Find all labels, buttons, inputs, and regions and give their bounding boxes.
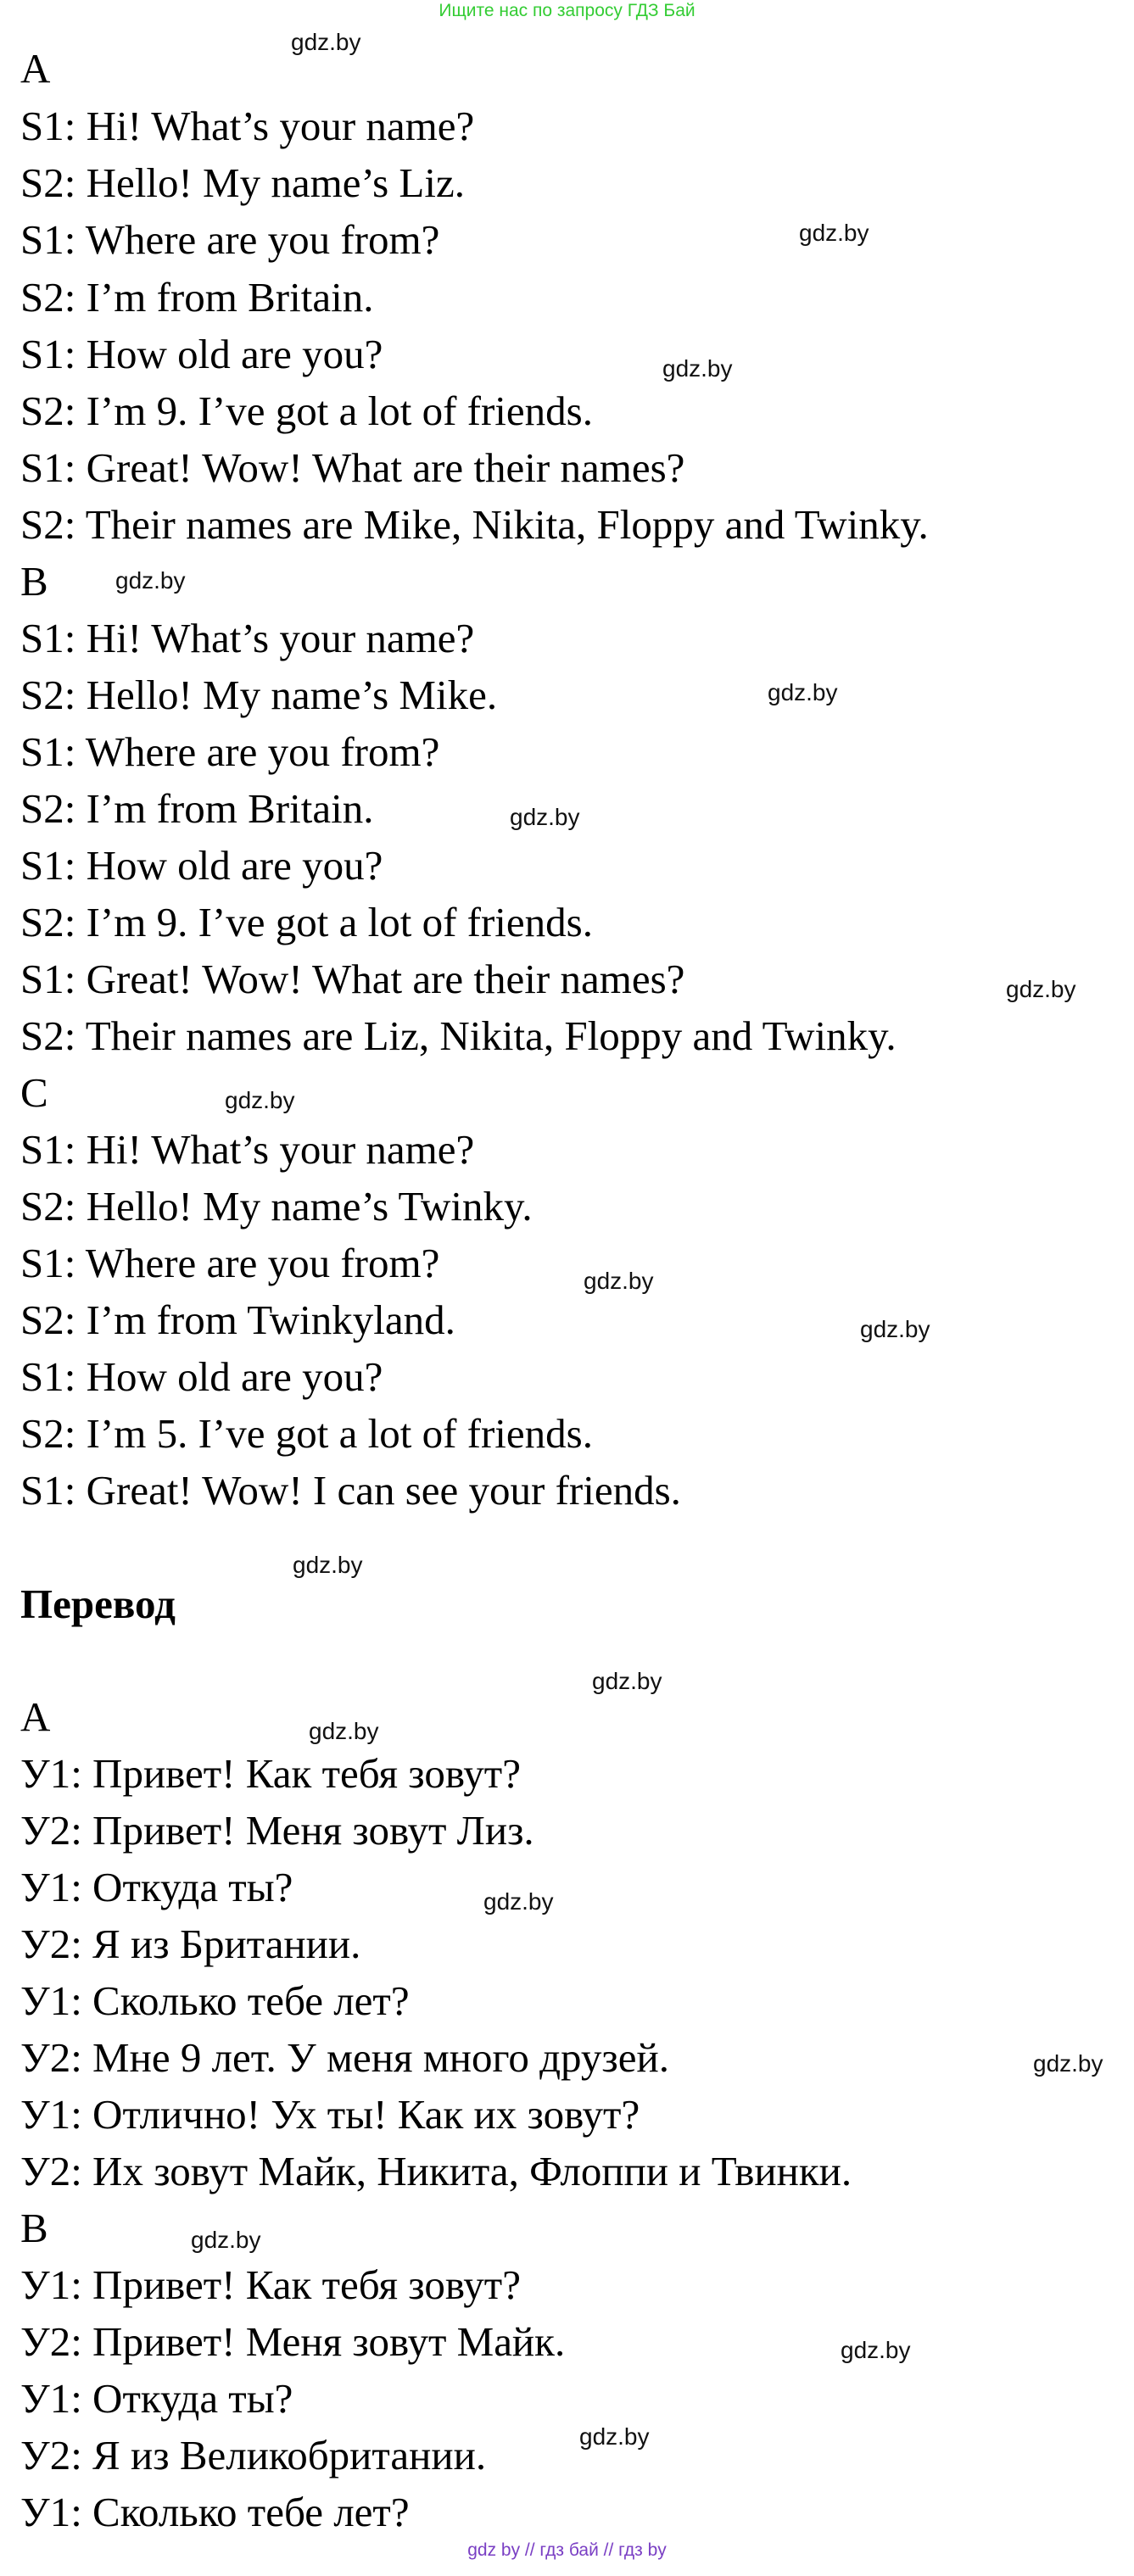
dialogue-a-line-5: S1: How old are you?	[20, 331, 383, 377]
dialogue-c-line-1: S1: Hi! What’s your name?	[20, 1126, 475, 1173]
dialogue-b-label: B	[20, 558, 48, 605]
watermark: gdz.by	[291, 29, 361, 55]
dialogue-c-line-7: S1: Great! Wow! I can see your friends.	[20, 1467, 681, 1514]
translation-b-line-4: У2: Я из Великобритании.	[20, 2432, 487, 2478]
dialogue-b-line-1: S1: Hi! What’s your name?	[20, 615, 475, 661]
watermark: gdz.by	[483, 1888, 554, 1915]
search-hint-banner: Ищите нас по запросу ГДЗ Бай	[439, 1, 695, 20]
watermark: gdz.by	[510, 804, 580, 830]
watermark: gdz.by	[860, 1316, 930, 1342]
translation-b-line-2: У2: Привет! Меня зовут Майк.	[20, 2318, 566, 2365]
dialogue-b-line-6: S2: I’m 9. I’ve got a lot of friends.	[20, 899, 593, 945]
translation-heading: Перевод	[20, 1581, 176, 1627]
watermark: gdz.by	[115, 567, 186, 594]
watermark: gdz.by	[584, 1268, 654, 1294]
translation-a-line-7: У1: Отлично! Ух ты! Как их зовут?	[20, 2091, 640, 2138]
translation-a-label: A	[20, 1693, 51, 1740]
dialogue-c-line-2: S2: Hello! My name’s Twinky.	[20, 1183, 533, 1229]
dialogue-c-line-4: S2: I’m from Twinkyland.	[20, 1296, 455, 1343]
footer-links: gdz by // гдз бай // гдз by	[467, 2540, 667, 2560]
translation-a-line-4: У2: Я из Британии.	[20, 1921, 361, 1967]
dialogue-a-line-4: S2: I’m from Britain.	[20, 274, 374, 321]
watermark: gdz.by	[841, 2337, 911, 2363]
watermark: gdz.by	[579, 2423, 650, 2450]
dialogue-b-line-8: S2: Their names are Liz, Nikita, Floppy and Twinky.	[20, 1012, 897, 1059]
watermark: gdz.by	[592, 1668, 662, 1694]
dialogue-b-line-2: S2: Hello! My name’s Mike.	[20, 672, 498, 718]
translation-a-line-1: У1: Привет! Как тебя зовут?	[20, 1750, 521, 1797]
dialogue-a-line-2: S2: Hello! My name’s Liz.	[20, 159, 465, 206]
dialogue-c-line-3: S1: Where are you from?	[20, 1240, 440, 1286]
dialogue-b-line-5: S1: How old are you?	[20, 842, 383, 889]
watermark: gdz.by	[191, 2227, 261, 2253]
translation-b-line-5: У1: Сколько тебе лет?	[20, 2489, 410, 2535]
dialogue-a-line-6: S2: I’m 9. I’ve got a lot of friends.	[20, 388, 593, 434]
dialogue-a-line-8: S2: Their names are Mike, Nikita, Floppy and Twinky.	[20, 501, 929, 548]
translation-a-line-8: У2: Их зовут Майк, Никита, Флоппи и Твинки.	[20, 2148, 852, 2194]
dialogue-a-line-7: S1: Great! Wow! What are their names?	[20, 444, 685, 491]
watermark: gdz.by	[309, 1718, 379, 1744]
translation-a-line-2: У2: Привет! Меня зовут Лиз.	[20, 1807, 534, 1854]
dialogue-c-label: C	[20, 1069, 48, 1116]
dialogue-a-label: A	[20, 45, 51, 92]
watermark: gdz.by	[768, 679, 838, 705]
dialogue-a-line-1: S1: Hi! What’s your name?	[20, 103, 475, 149]
watermark: gdz.by	[1033, 2050, 1103, 2077]
watermark: gdz.by	[799, 220, 869, 246]
translation-b-label: B	[20, 2205, 48, 2251]
dialogue-b-line-4: S2: I’m from Britain.	[20, 785, 374, 832]
translation-a-line-6: У2: Мне 9 лет. У меня много друзей.	[20, 2034, 669, 2081]
translation-b-line-3: У1: Откуда ты?	[20, 2375, 293, 2422]
watermark: gdz.by	[293, 1552, 363, 1578]
dialogue-b-line-3: S1: Where are you from?	[20, 728, 440, 775]
translation-b-line-1: У1: Привет! Как тебя зовут?	[20, 2261, 521, 2308]
dialogue-c-line-6: S2: I’m 5. I’ve got a lot of friends.	[20, 1410, 593, 1457]
dialogue-c-line-5: S1: How old are you?	[20, 1353, 383, 1400]
dialogue-a-line-3: S1: Where are you from?	[20, 216, 440, 263]
dialogue-b-line-7: S1: Great! Wow! What are their names?	[20, 956, 685, 1002]
watermark: gdz.by	[1006, 976, 1076, 1002]
translation-a-line-3: У1: Откуда ты?	[20, 1864, 293, 1910]
watermark: gdz.by	[225, 1087, 295, 1113]
translation-a-line-5: У1: Сколько тебе лет?	[20, 1977, 410, 2024]
watermark: gdz.by	[662, 355, 733, 382]
